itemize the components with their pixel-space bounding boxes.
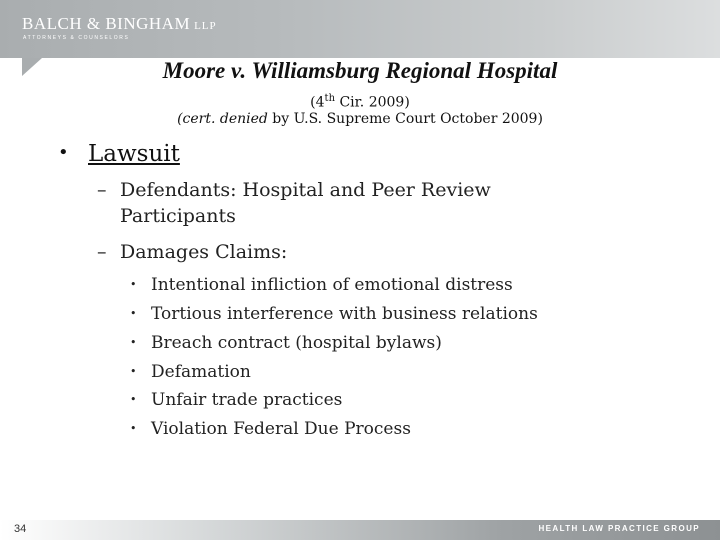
claim-item xyxy=(130,275,513,295)
dash-icon: – xyxy=(97,241,107,263)
sub-item-text: Damages Claims: xyxy=(120,241,288,263)
firm-logo xyxy=(22,14,217,34)
sub-item-damages xyxy=(97,239,567,265)
cert-denied-rest: by U.S. Supreme Court October 2009) xyxy=(267,111,543,127)
cert-denied-line xyxy=(0,110,720,128)
citation-pre: (4 xyxy=(310,94,325,111)
bullet-text: Lawsuit xyxy=(88,141,180,167)
slide-title: Moore v. Williamsburg Regional Hospital xyxy=(162,58,558,83)
claim-item xyxy=(130,419,411,439)
bullet-icon: • xyxy=(58,142,69,163)
bullet-icon: • xyxy=(130,365,137,378)
claim-item xyxy=(130,333,442,353)
sub-item-defendants xyxy=(97,177,567,229)
claim-text: Violation Federal Due Process xyxy=(151,419,411,439)
case-citation xyxy=(0,90,720,112)
sub-item-text: Defendants: Hospital and Peer Review Participants xyxy=(120,179,491,227)
claim-text: Tortious interference with business relations xyxy=(151,304,538,324)
citation-sup: th xyxy=(324,93,336,104)
practice-group-name: HEALTH LAW PRACTICE GROUP xyxy=(538,524,700,533)
claim-text: Intentional infliction of emotional distress xyxy=(151,275,513,295)
claim-item xyxy=(130,304,538,324)
claim-text: Unfair trade practices xyxy=(151,390,343,410)
claim-item xyxy=(130,390,342,410)
firm-tagline: ATTORNEYS & COUNSELORS xyxy=(23,35,130,41)
bullet-icon: • xyxy=(130,336,137,349)
page-number: 34 xyxy=(14,523,27,535)
bullet-icon: • xyxy=(130,278,137,291)
claim-text: Defamation xyxy=(151,362,251,382)
cert-denied-italic: (cert. denied xyxy=(177,111,268,127)
bullet-icon: • xyxy=(130,422,137,435)
bullet-icon: • xyxy=(130,393,137,406)
claim-text: Breach contract (hospital bylaws) xyxy=(151,333,442,353)
dash-icon: – xyxy=(97,179,107,201)
bullet-icon: • xyxy=(130,307,137,320)
firm-name: BALCH & BINGHAM xyxy=(22,14,191,33)
claim-item xyxy=(130,362,251,382)
bullet-lawsuit xyxy=(58,141,180,167)
firm-suffix: LLP xyxy=(194,20,217,32)
citation-post: Cir. 2009) xyxy=(335,94,410,111)
